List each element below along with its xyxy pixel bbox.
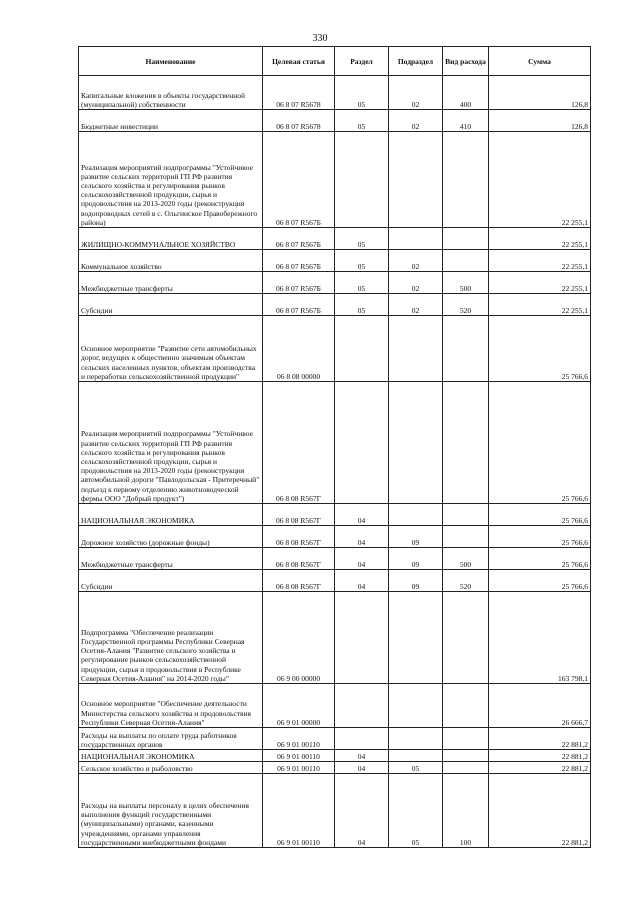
- row-name-cell: Основное мероприятие "Обеспечение деятельности Министерства сельского хозяйства и продовольствия Республики Северная Осетия-Алания": [79, 684, 263, 728]
- table-row: [79, 294, 591, 316]
- row-section-cell: [335, 684, 389, 728]
- row-name-cell: Коммунальное хозяйство: [79, 250, 263, 272]
- row-target-cell: 06 8 07 R5678: [263, 76, 335, 110]
- row-section-cell: [335, 132, 389, 228]
- header-subsection: Подраздел: [389, 47, 443, 76]
- budget-table: [78, 46, 591, 848]
- row-expense-cell: 520: [443, 570, 489, 592]
- row-section-cell: [335, 592, 389, 684]
- table-row: [79, 76, 591, 110]
- table-row: [79, 250, 591, 272]
- row-subsection-cell: 02: [389, 272, 443, 294]
- row-target-cell: 06 9 01 00110: [263, 728, 335, 750]
- row-section-cell: 05: [335, 110, 389, 132]
- row-sum-cell: 25 766,6: [489, 548, 591, 570]
- row-name-cell: Бюджетные инвестиции: [79, 110, 263, 132]
- row-name-cell: НАЦИОНАЛЬНАЯ ЭКОНОМИКА: [79, 504, 263, 526]
- table-row: [79, 762, 591, 774]
- row-subsection-cell: 09: [389, 526, 443, 548]
- row-subsection-cell: 05: [389, 774, 443, 848]
- row-expense-cell: [443, 132, 489, 228]
- row-expense-cell: 520: [443, 294, 489, 316]
- row-name-cell: Капитальные вложения в объекты государственной (муниципальной) собственности: [79, 76, 263, 110]
- row-sum-cell: 22 255,1: [489, 250, 591, 272]
- row-expense-cell: [443, 504, 489, 526]
- row-subsection-cell: [389, 684, 443, 728]
- header-sum: Сумма: [489, 47, 591, 76]
- row-section-cell: 05: [335, 294, 389, 316]
- row-subsection-cell: 09: [389, 548, 443, 570]
- row-target-cell: 06 8 07 R5678: [263, 110, 335, 132]
- row-target-cell: 06 8 08 R567Г: [263, 570, 335, 592]
- row-target-cell: 06 9 00 00000: [263, 592, 335, 684]
- row-expense-cell: [443, 250, 489, 272]
- row-expense-cell: [443, 228, 489, 250]
- row-target-cell: 06 9 01 00110: [263, 762, 335, 774]
- table-body: [79, 76, 591, 848]
- row-name-cell: Реализация мероприятий подпрограммы "Устойчивое развитие сельских территорий ГП РФ развития сельского хозяйства и регулирования рынков сельскохозяйственной продукции, сырья и продовольствия на 2013-2020 годы (реконструкция водопроводных сетей в с. Ольгинское Правобережного района): [79, 132, 263, 228]
- row-name-cell: Подпрограмма "Обеспечение реализации Государственной программы Республики Северная Осетия-Алания "Развитие сельского хозяйства и регулирование рынков сельскохозяйственной продукции, сырья и продовольствия в Республике Северная Осетия-Алания" на 2014-2020 годы": [79, 592, 263, 684]
- row-target-cell: 06 8 07 R567Б: [263, 272, 335, 294]
- row-expense-cell: 500: [443, 272, 489, 294]
- row-target-cell: 06 8 07 R567Б: [263, 250, 335, 272]
- row-sum-cell: 26 666,7: [489, 684, 591, 728]
- table-row: [79, 316, 591, 382]
- row-expense-cell: 100: [443, 774, 489, 848]
- row-target-cell: 06 8 08 R567Г: [263, 548, 335, 570]
- header-target: Целевая статья: [263, 47, 335, 76]
- table-row: [79, 728, 591, 750]
- row-sum-cell: 22 881,2: [489, 762, 591, 774]
- row-name-cell: ЖИЛИЩНО-КОММУНАЛЬНОЕ ХОЗЯЙСТВО: [79, 228, 263, 250]
- row-expense-cell: [443, 316, 489, 382]
- row-sum-cell: 22 881,2: [489, 774, 591, 848]
- row-expense-cell: 410: [443, 110, 489, 132]
- table-row: [79, 548, 591, 570]
- row-sum-cell: 22 255,1: [489, 132, 591, 228]
- row-section-cell: 04: [335, 774, 389, 848]
- row-subsection-cell: [389, 750, 443, 762]
- row-sum-cell: 22 255,1: [489, 272, 591, 294]
- row-name-cell: Дорожное хозяйство (дорожные фонды): [79, 526, 263, 548]
- row-subsection-cell: [389, 728, 443, 750]
- row-name-cell: Расходы на выплаты персоналу в целях обеспечения выполнения функций государственными (муниципальными) органами, казенными учреждениями, органами управления государственными внебюджетными фондами: [79, 774, 263, 848]
- row-sum-cell: 25 766,6: [489, 570, 591, 592]
- row-sum-cell: 22 881,2: [489, 728, 591, 750]
- row-subsection-cell: [389, 382, 443, 504]
- table-row: [79, 684, 591, 728]
- row-target-cell: 06 8 08 00000: [263, 316, 335, 382]
- row-section-cell: 05: [335, 76, 389, 110]
- row-subsection-cell: 02: [389, 76, 443, 110]
- row-name-cell: Субсидии: [79, 294, 263, 316]
- row-section-cell: 04: [335, 504, 389, 526]
- row-subsection-cell: 02: [389, 250, 443, 272]
- row-subsection-cell: [389, 504, 443, 526]
- row-expense-cell: 500: [443, 548, 489, 570]
- row-name-cell: Субсидии: [79, 570, 263, 592]
- row-section-cell: [335, 382, 389, 504]
- row-target-cell: 06 8 07 R567Б: [263, 294, 335, 316]
- row-name-cell: Межбюджетные трансферты: [79, 272, 263, 294]
- row-expense-cell: [443, 382, 489, 504]
- table-row: [79, 382, 591, 504]
- row-subsection-cell: [389, 592, 443, 684]
- table-row: [79, 592, 591, 684]
- row-sum-cell: 25 766,6: [489, 382, 591, 504]
- row-section-cell: [335, 728, 389, 750]
- row-sum-cell: 25 766,6: [489, 316, 591, 382]
- row-subsection-cell: 02: [389, 294, 443, 316]
- row-expense-cell: [443, 728, 489, 750]
- row-subsection-cell: [389, 132, 443, 228]
- header-section: Раздел: [335, 47, 389, 76]
- table-header-row: [79, 47, 591, 76]
- page-number: 330: [312, 33, 328, 44]
- row-name-cell: Сельское хозяйство и рыболовство: [79, 762, 263, 774]
- row-section-cell: 04: [335, 548, 389, 570]
- row-target-cell: 06 8 08 R567Г: [263, 504, 335, 526]
- table-row: [79, 526, 591, 548]
- row-expense-cell: 400: [443, 76, 489, 110]
- row-section-cell: [335, 316, 389, 382]
- table-row: [79, 774, 591, 848]
- row-sum-cell: 163 798,1: [489, 592, 591, 684]
- row-name-cell: НАЦИОНАЛЬНАЯ ЭКОНОМИКА: [79, 750, 263, 762]
- row-target-cell: 06 8 07 R567Б: [263, 228, 335, 250]
- row-sum-cell: 25 766,6: [489, 504, 591, 526]
- table-row: [79, 272, 591, 294]
- row-name-cell: Основное мероприятие "Развитие сети автомобильных дорог, ведущих к общественно значимым объектам сельских населенных пунктов, объектам производства и переработки сельскохозяйственной продукции": [79, 316, 263, 382]
- row-expense-cell: [443, 684, 489, 728]
- row-section-cell: 05: [335, 272, 389, 294]
- row-sum-cell: 22 255,1: [489, 228, 591, 250]
- row-section-cell: 04: [335, 750, 389, 762]
- row-name-cell: Расходы на выплаты по оплате труда работников государственных органов: [79, 728, 263, 750]
- header-name: Наименование: [79, 47, 263, 76]
- row-sum-cell: 126,8: [489, 110, 591, 132]
- row-name-cell: Реализация мероприятий подпрограммы "Устойчивое развитие сельских территорий ГП РФ развития сельского хозяйства и регулирования рынков сельскохозяйственной продукции, сырья и продовольствия на 2013-2020 годы (реконструкция автомобильной дороги "Павлодольская - Притеречный" подъезд к первому отделению животноводческой фермы ООО "Добрый продукт"): [79, 382, 263, 504]
- table-row: [79, 504, 591, 526]
- row-target-cell: 06 8 07 R567Б: [263, 132, 335, 228]
- row-sum-cell: 22 881,2: [489, 750, 591, 762]
- row-sum-cell: 22 255,1: [489, 294, 591, 316]
- row-subsection-cell: 09: [389, 570, 443, 592]
- row-section-cell: 05: [335, 250, 389, 272]
- row-expense-cell: [443, 526, 489, 548]
- table-row: [79, 132, 591, 228]
- table-row: [79, 228, 591, 250]
- row-subsection-cell: 02: [389, 110, 443, 132]
- row-section-cell: 04: [335, 570, 389, 592]
- row-sum-cell: 126,8: [489, 76, 591, 110]
- header-expense-type: Вид расхода: [443, 47, 489, 76]
- table-row: [79, 750, 591, 762]
- row-section-cell: 05: [335, 228, 389, 250]
- row-target-cell: 06 9 01 00000: [263, 684, 335, 728]
- row-subsection-cell: [389, 228, 443, 250]
- row-subsection-cell: 05: [389, 762, 443, 774]
- row-expense-cell: [443, 750, 489, 762]
- row-section-cell: 04: [335, 526, 389, 548]
- row-target-cell: 06 8 08 R567Г: [263, 526, 335, 548]
- row-expense-cell: [443, 592, 489, 684]
- row-target-cell: 06 9 01 00110: [263, 750, 335, 762]
- row-name-cell: Межбюджетные трансферты: [79, 548, 263, 570]
- table-row: [79, 570, 591, 592]
- row-subsection-cell: [389, 316, 443, 382]
- row-target-cell: 06 8 08 R567Г: [263, 382, 335, 504]
- row-target-cell: 06 9 01 00110: [263, 774, 335, 848]
- row-sum-cell: 25 766,6: [489, 526, 591, 548]
- row-expense-cell: [443, 762, 489, 774]
- row-section-cell: 04: [335, 762, 389, 774]
- table-row: [79, 110, 591, 132]
